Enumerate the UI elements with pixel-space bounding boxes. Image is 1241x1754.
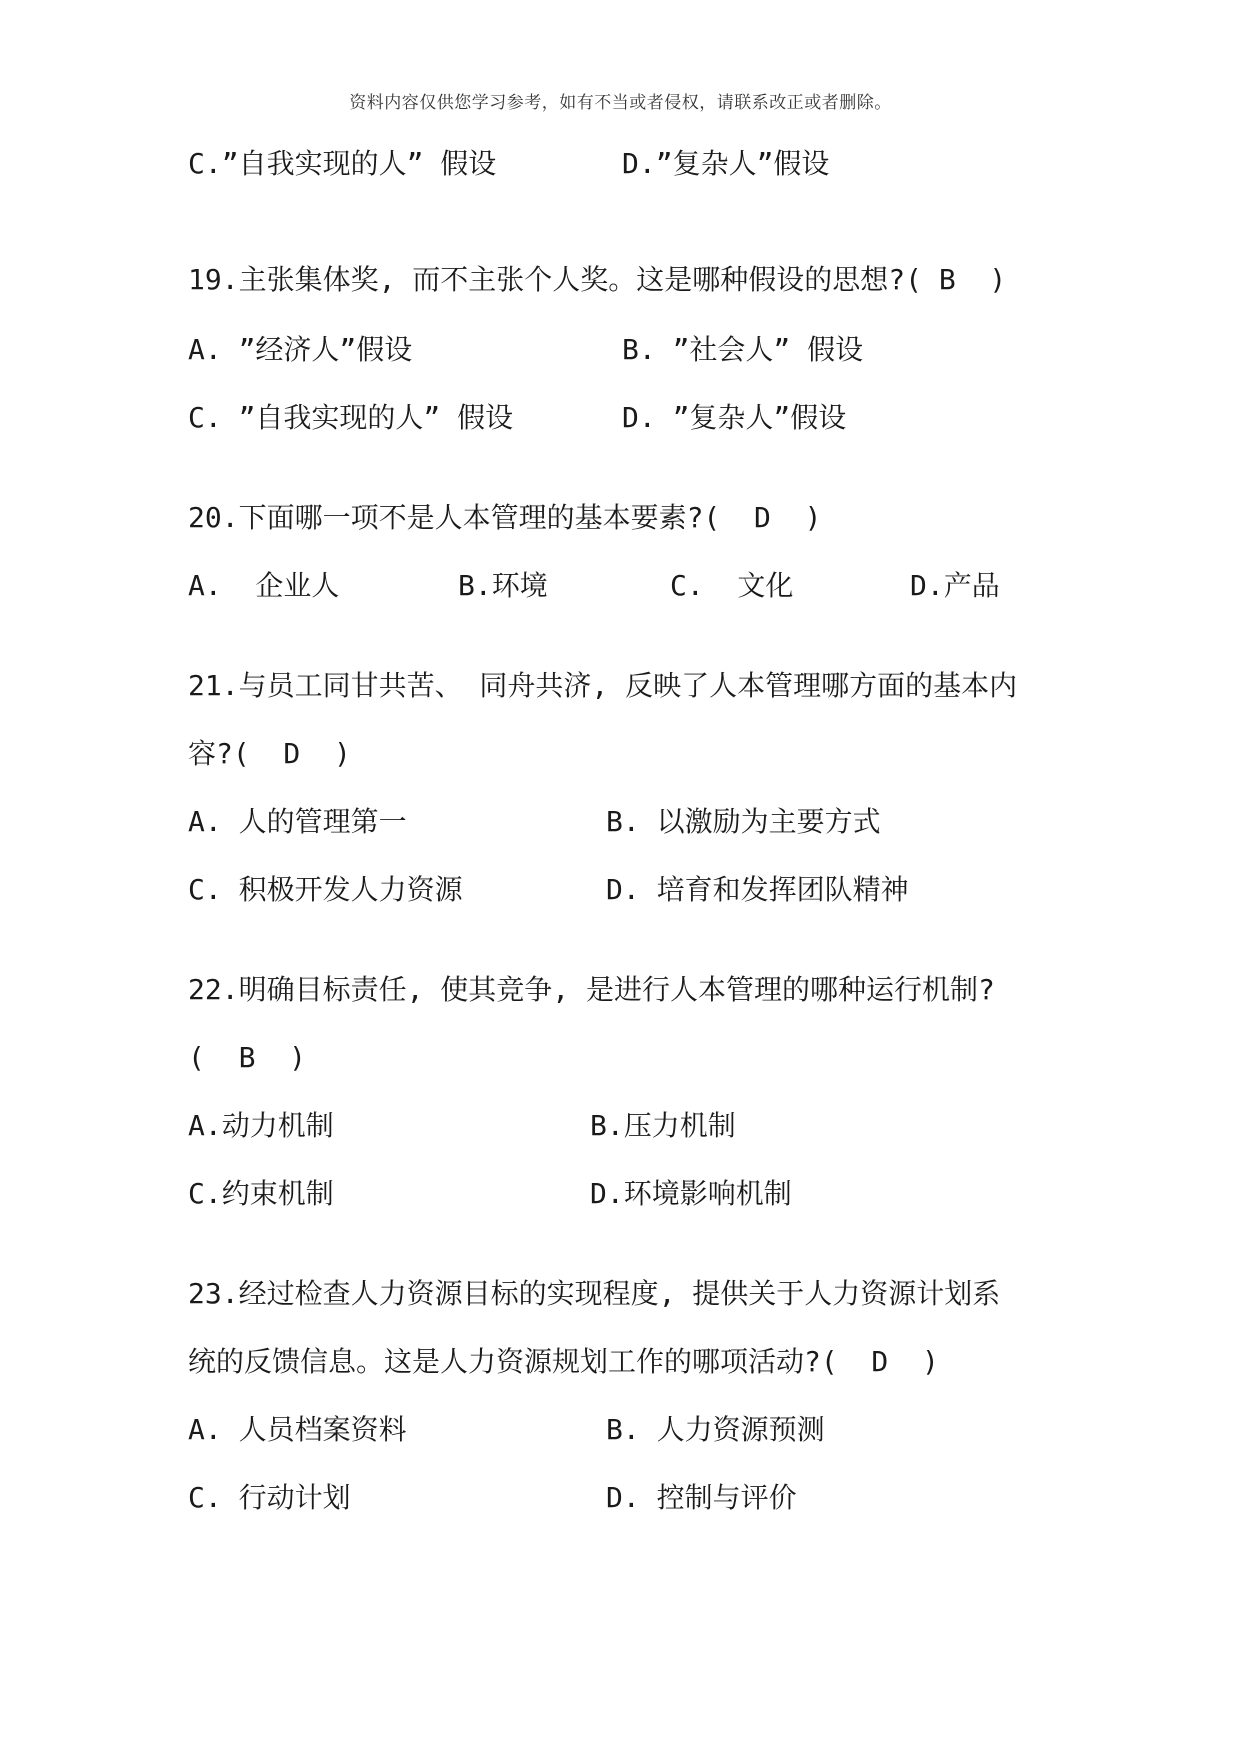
q22-option-a: A.动力机制 xyxy=(188,1109,334,1142)
q18-option-c: C.”自我实现的人” 假设 xyxy=(188,147,497,180)
q23-stem-line-2: 统的反馈信息。这是人力资源规划工作的哪项活动?( D ) xyxy=(188,1345,939,1378)
q23-stem-line-1: 23.经过检查人力资源目标的实现程度, 提供关于人力资源计划系 xyxy=(188,1277,1001,1310)
q19-stem: 19.主张集体奖, 而不主张个人奖。这是哪种假设的思想?( B ) xyxy=(188,263,1007,296)
q22-stem-line-1: 22.明确目标责任, 使其竞争, 是进行人本管理的哪种运行机制? xyxy=(188,973,995,1006)
q23-option-d: D. 控制与评价 xyxy=(606,1481,797,1514)
q21-option-a: A. 人的管理第一 xyxy=(188,805,407,838)
q19-option-a: A. ”经济人”假设 xyxy=(188,333,413,366)
q21-option-c: C. 积极开发人力资源 xyxy=(188,873,463,906)
q20-option-b: B.环境 xyxy=(458,569,548,602)
q20-option-c: C. 文化 xyxy=(670,569,794,602)
q21-option-b: B. 以激励为主要方式 xyxy=(606,805,881,838)
q22-option-d: D.环境影响机制 xyxy=(590,1177,792,1210)
q21-stem-line-2: 容?( D ) xyxy=(188,737,351,770)
q19-option-d: D. ”复杂人”假设 xyxy=(622,401,847,434)
q23-option-a: A. 人员档案资料 xyxy=(188,1413,407,1446)
q19-option-b: B. ”社会人” 假设 xyxy=(622,333,864,366)
q23-option-c: C. 行动计划 xyxy=(188,1481,351,1514)
page-header-disclaimer: 资料内容仅供您学习参考，如有不当或者侵权，请联系改正或者删除。 xyxy=(349,93,892,113)
q22-option-c: C.约束机制 xyxy=(188,1177,334,1210)
q20-option-d: D.产品 xyxy=(910,569,1000,602)
q22-stem-line-2: ( B ) xyxy=(188,1041,307,1074)
q19-option-c: C. ”自我实现的人” 假设 xyxy=(188,401,514,434)
q22-option-b: B.压力机制 xyxy=(590,1109,736,1142)
q18-option-d: D.”复杂人”假设 xyxy=(622,147,830,180)
q21-option-d: D. 培育和发挥团队精神 xyxy=(606,873,909,906)
q20-stem: 20.下面哪一项不是人本管理的基本要素?( D ) xyxy=(188,501,822,534)
q20-option-a: A. 企业人 xyxy=(188,569,340,602)
q23-option-b: B. 人力资源预测 xyxy=(606,1413,825,1446)
q21-stem-line-1: 21.与员工同甘共苦、 同舟共济, 反映了人本管理哪方面的基本内 xyxy=(188,669,1018,702)
